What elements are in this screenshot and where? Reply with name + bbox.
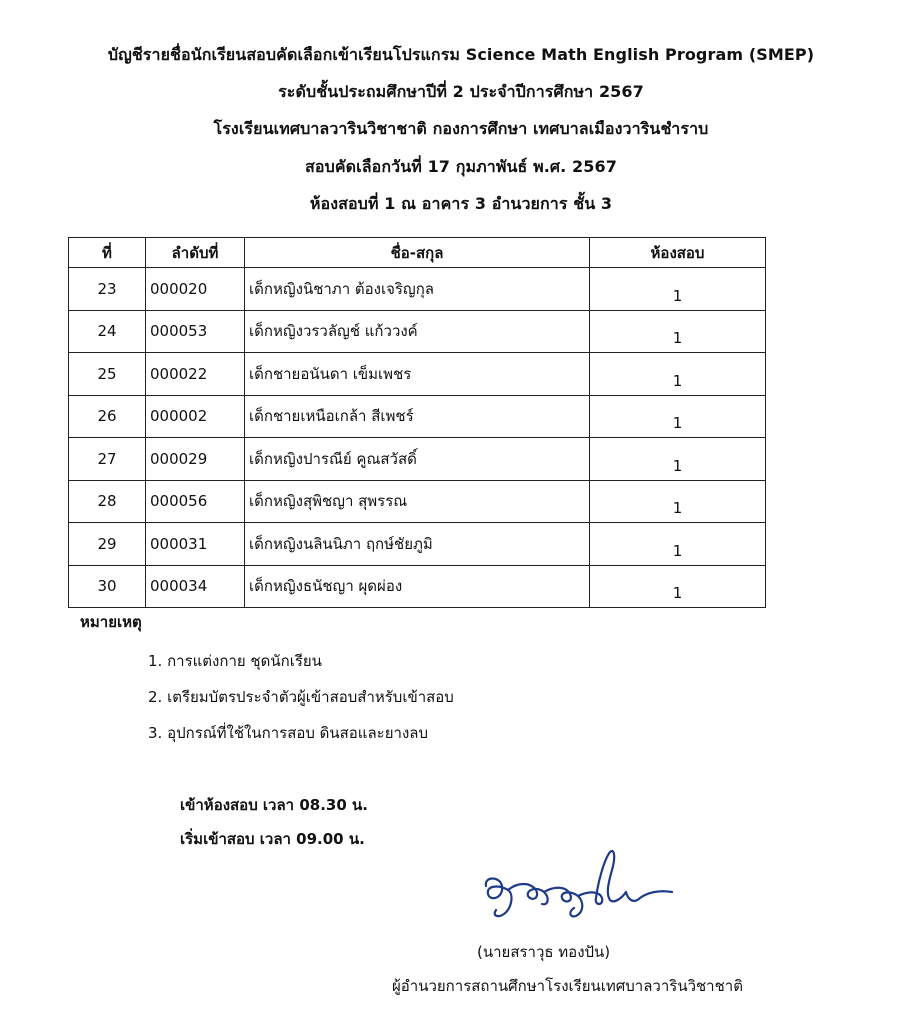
- table-row: [69, 310, 766, 353]
- cell-room: 1: [590, 268, 766, 311]
- cell-no: 27: [69, 438, 146, 481]
- cell-order: 000029: [146, 438, 245, 481]
- cell-room: 1: [590, 565, 766, 608]
- cell-room: 1: [590, 353, 766, 396]
- cell-order: 000022: [146, 353, 245, 396]
- cell-no: 28: [69, 480, 146, 523]
- cell-no: 26: [69, 395, 146, 438]
- cell-order: 000053: [146, 310, 245, 353]
- table-row: [69, 480, 766, 523]
- cell-order: 000031: [146, 523, 245, 566]
- table-row: [69, 523, 766, 566]
- cell-no: 23: [69, 268, 146, 311]
- cell-name: เด็กหญิงวรวลัญช์ แก้ววงค์: [245, 310, 590, 353]
- signer-name: (นายสราวุธ ทองปัน): [477, 943, 611, 961]
- heading-exam-date: สอบคัดเลือกวันที่ 17 กุมภาพันธ์ พ.ศ. 2567: [305, 157, 617, 176]
- enter-room-time: เข้าห้องสอบ เวลา 08.30 น.: [180, 796, 368, 814]
- table-row: [69, 353, 766, 396]
- cell-room: 1: [590, 480, 766, 523]
- cell-no: 24: [69, 310, 146, 353]
- cell-no: 25: [69, 353, 146, 396]
- col-header-no: ที่: [69, 238, 146, 268]
- cell-no: 30: [69, 565, 146, 608]
- cell-name: เด็กหญิงปารณีย์ คูณสวัสดิ์: [245, 438, 590, 481]
- student-roster-table: [68, 237, 766, 608]
- note-item-equipment: 3. อุปกรณ์ที่ใช้ในการสอบ ดินสอและยางลบ: [148, 724, 428, 742]
- heading-title: บัญชีรายชื่อนักเรียนสอบคัดเลือกเข้าเรียนโปรแกรม Science Math English Program (SMEP): [107, 45, 815, 64]
- cell-room: 1: [590, 523, 766, 566]
- cell-room: 1: [590, 395, 766, 438]
- table-row: [69, 438, 766, 481]
- heading-level-year: ระดับชั้นประถมศึกษาปีที่ 2 ประจำปีการศึกษา 2567: [278, 82, 644, 101]
- signer-title: ผู้อำนวยการสถานศึกษาโรงเรียนเทศบาลวารินวิชาชาติ: [392, 977, 743, 995]
- cell-order: 000034: [146, 565, 245, 608]
- col-header-order: ลำดับที่: [146, 238, 245, 268]
- cell-name: เด็กชายอนันดา เข็มเพชร: [245, 353, 590, 396]
- col-header-name: ชื่อ-สกุล: [245, 238, 590, 268]
- table-header-row: [69, 238, 766, 268]
- note-item-dress: 1. การแต่งกาย ชุดนักเรียน: [148, 652, 322, 670]
- cell-name: เด็กหญิงนลินนิภา ฤกษ์ชัยภูมิ: [245, 523, 590, 566]
- table-row: [69, 268, 766, 311]
- director-signature: [478, 846, 678, 926]
- table-row: [69, 395, 766, 438]
- cell-name: เด็กหญิงนิชาภา ต้องเจริญกุล: [245, 268, 590, 311]
- cell-no: 29: [69, 523, 146, 566]
- cell-name: เด็กหญิงสุพิชญา สุพรรณ: [245, 480, 590, 523]
- table-row: [69, 565, 766, 608]
- signature-stroke: [486, 851, 672, 916]
- heading-exam-room: ห้องสอบที่ 1 ณ อาคาร 3 อำนวยการ ชั้น 3: [309, 194, 613, 213]
- cell-room: 1: [590, 310, 766, 353]
- exam-start-time: เริ่มเข้าสอบ เวลา 09.00 น.: [180, 830, 365, 848]
- cell-name: เด็กหญิงธนัชญา ผุดผ่อง: [245, 565, 590, 608]
- cell-room: 1: [590, 438, 766, 481]
- col-header-room: ห้องสอบ: [590, 238, 766, 268]
- cell-order: 000056: [146, 480, 245, 523]
- cell-name: เด็กชายเหนือเกล้า สีเพชร์: [245, 395, 590, 438]
- note-item-id-card: 2. เตรียมบัตรประจำตัวผู้เข้าสอบสำหรับเข้าสอบ: [148, 688, 454, 706]
- cell-order: 000002: [146, 395, 245, 438]
- notes-title: หมายเหตุ: [80, 613, 142, 631]
- heading-school: โรงเรียนเทศบาลวารินวิชาชาติ กองการศึกษา เทศบาลเมืองวารินชำราบ: [213, 119, 709, 138]
- cell-order: 000020: [146, 268, 245, 311]
